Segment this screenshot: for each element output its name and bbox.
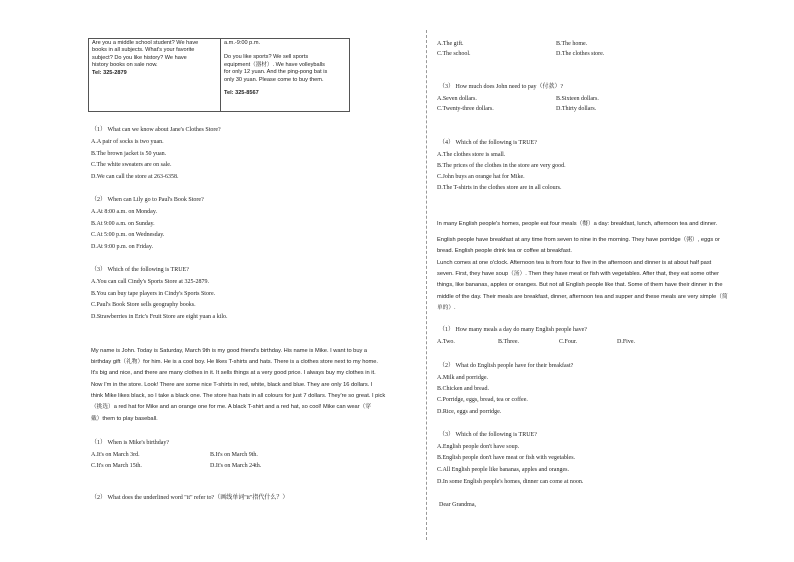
option: D.The T-shirts in the clothes store are in all colours. xyxy=(437,185,562,191)
option: C.Porridge, eggs, bread, tea or coffee. xyxy=(437,397,528,403)
question-true2-stem: （3） Which of the following is TRUE? xyxy=(439,432,537,438)
option: D.Five. xyxy=(617,339,635,345)
passage-john-2 xyxy=(91,380,385,425)
passage-line: middle of the day. Their meals are breakfast, dinner, afternoon tea and supper and these meals are very simple（简 xyxy=(437,293,728,300)
passage-line: bread. English people drink tea or coffee at breakfast. xyxy=(437,248,572,255)
option: C.Four. xyxy=(559,339,578,345)
passage-meals xyxy=(437,219,717,230)
option: A.The gift. xyxy=(437,41,464,47)
ad-telephone: Tel: 325-8567 xyxy=(224,90,259,97)
option: D.In some English people's homes, dinner can come at noon. xyxy=(437,479,584,485)
option: D.Strawberries in Eric's Fruit Store are eight yuan a kilo. xyxy=(91,314,228,320)
option: A.A pair of socks is two yuan. xyxy=(91,139,164,145)
option: D.Rice, eggs and porridge. xyxy=(437,409,502,415)
table-divider xyxy=(220,39,221,111)
ad-line: history books on sale now. xyxy=(92,62,158,69)
option: B.Sixteen dollars. xyxy=(556,96,599,102)
passage-john xyxy=(91,346,378,380)
column-divider xyxy=(426,30,427,540)
letter-greeting: Dear Grandma, xyxy=(439,502,476,508)
option: B.The prices of the clothes in the store are very good. xyxy=(437,163,566,169)
option: A.Two. xyxy=(437,339,455,345)
passage-line: In many English people's homes, people eat four meals（餐）a day: breakfast, lunch, afternoon tea and dinner. xyxy=(437,221,718,227)
option: C.Twenty-three dollars. xyxy=(437,106,494,112)
question-it-stem: （2） What does the underlined word "it" refer to?（画线单词"it"指代什么？） xyxy=(91,495,289,501)
ad-line: subject? Do you like history? We have xyxy=(92,54,187,61)
option: B.It's on March 9th. xyxy=(210,452,258,458)
option: D.The clothes store. xyxy=(556,51,605,57)
passage-line: think Mike likes black, so I take a black one. The store has hats in all colours for just 7 dollars. They're so great. I pick xyxy=(91,393,386,400)
option: A.Seven dollars. xyxy=(437,96,477,102)
question-mike-stem: （1） When is Mike's birthday? xyxy=(91,440,170,446)
ad-hours: a.m.-9:00 p.m. xyxy=(224,40,261,46)
ad-line: for only 12 yuan. And the ping-pong bat is xyxy=(224,69,328,76)
option: B.English people don't have meat or fish with vegetables. xyxy=(437,455,576,461)
option: B.The brown jacket is 50 yuan. xyxy=(91,151,167,157)
question-2-stem: （2） When can Lily go to Paul's Book Store? xyxy=(91,197,204,203)
question-pay-stem: （3） How much does John need to pay（付款）? xyxy=(439,84,564,90)
passage-line: things, like bananas, apples or oranges. But not all English people like that. Some of them have their dinner in the xyxy=(437,282,723,289)
option: A.It's on March 3rd. xyxy=(91,452,140,458)
option: A.The clothes store is small. xyxy=(437,152,506,158)
ad-line: only 30 yuan. Please come to buy them. xyxy=(224,76,324,83)
option: A.At 8:00 a.m. on Monday. xyxy=(91,209,157,215)
option: B.Chicken and bread. xyxy=(437,386,489,392)
passage-line: seven. First, they have soup（汤）. Then they have meat or fish with vegetables. After that, they eat some other xyxy=(437,271,719,278)
option: C.At 5:00 p.m. on Wednesday. xyxy=(91,232,165,238)
option: A.Milk and porridge. xyxy=(437,375,488,381)
question-1-stem: （1） What can we know about Jane's Clothes Store? xyxy=(91,127,221,133)
option: D.At 9:00 p.m. on Friday. xyxy=(91,244,153,250)
ad-line: equipment（器材）. We have volleyballs xyxy=(224,61,325,68)
option: B.Three. xyxy=(498,339,519,345)
option: B.At 9:00 a.m. on Sunday. xyxy=(91,221,155,227)
option: C.The white sweaters are on sale. xyxy=(91,162,172,168)
option: B.The home. xyxy=(556,41,588,47)
option: D.It's on March 24th. xyxy=(210,463,262,469)
ad-line: Are you a middle school student? We have xyxy=(92,40,199,46)
question-meals-stem: （1） How many meals a day do many English people have? xyxy=(439,327,587,333)
ad-sports-store xyxy=(224,40,327,97)
passage-line: birthday gift（礼物）for him. He is a cool boy. He likes T-shirts and hats. There is a clothes store next to my home. xyxy=(91,359,379,366)
option: C.Paul's Book Store sells geography books. xyxy=(91,302,196,308)
ad-line: Do you like sports? We sell sports xyxy=(224,54,309,61)
question-breakfast-stem: （2） What do English people have for their breakfast? xyxy=(439,363,574,369)
passage-meals-2 xyxy=(437,235,720,257)
option: C.The school. xyxy=(437,51,471,57)
option: C.All English people like bananas, apples and oranges. xyxy=(437,467,569,473)
passage-meals-3 xyxy=(437,258,728,314)
passage-line: 单的）. xyxy=(437,304,456,311)
option: D.We can call the store at 263-6358. xyxy=(91,174,179,180)
passage-line: English people have breakfast at any time from seven to nine in the morning. They have porridge（粥）, eggs or xyxy=(437,237,720,243)
option: C.John buys an orange hat for Mike. xyxy=(437,174,525,180)
ad-table xyxy=(88,38,350,112)
passage-line: It's big and nice, and there are many clothes in it. It sells things at a very good price. I always buy my clothes in it. xyxy=(91,370,376,377)
passage-line: （挑选）a red hat for Mike and an orange one for me. A black T-shirt and a red hat, so cool! Mike can wear（穿 xyxy=(91,404,371,411)
option: A.English people don't have soup. xyxy=(437,444,520,450)
passage-line: Now I'm in the store. Look! There are some nice T-shirts in red, white, black and blue. They are only 16 dollars. I xyxy=(91,382,373,388)
ad-line: books in all subjects. What's your favorite xyxy=(92,47,195,54)
option: B.You can buy tape players in Cindy's Sports Store. xyxy=(91,291,216,297)
option: A.You can call Cindy's Sports Store at 325-2879. xyxy=(91,279,209,285)
passage-line: 戴）them to play baseball. xyxy=(91,415,158,422)
option: C.It's on March 15th. xyxy=(91,463,142,469)
question-3-stem: （3） Which of the following is TRUE? xyxy=(91,267,189,273)
option: D.Thirty dollars. xyxy=(556,106,597,112)
ad-book-store xyxy=(92,40,198,77)
passage-line: My name is John. Today is Saturday, March 9th is my good friend's birthday. His name is Mike. I want to buy a xyxy=(91,348,368,354)
ad-telephone: Tel: 325-2879 xyxy=(92,69,127,76)
question-true1-stem: （4） Which of the following is TRUE? xyxy=(439,140,537,146)
passage-line: Lunch comes at one o'clock. Afternoon tea is from four to five in the afternoon and dinner is at about half past xyxy=(437,260,712,266)
